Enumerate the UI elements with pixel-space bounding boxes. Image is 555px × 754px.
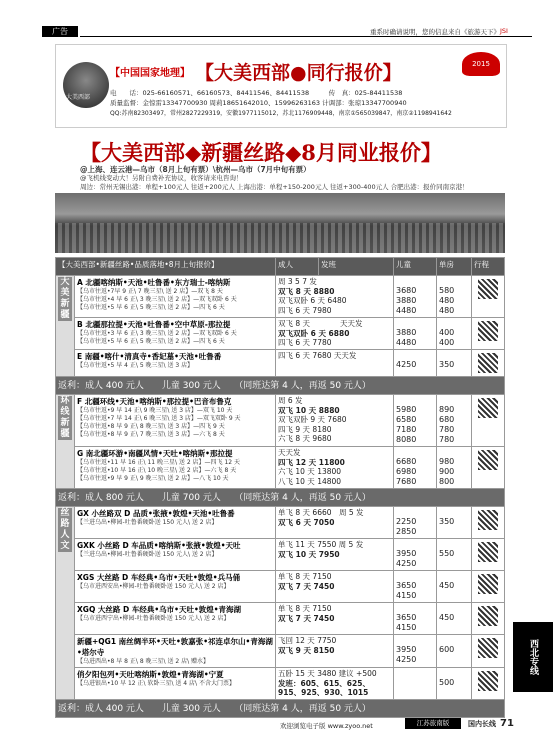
route-name: XGS 大丝路 D 车经典•乌市•天吐•敦煌•兵马俑 — [77, 573, 241, 582]
child-price: 4250 — [396, 559, 417, 568]
child-price: 4480 — [396, 306, 417, 315]
lavender-field-photo — [55, 193, 505, 253]
price-line: 四飞 6 天 7980 — [278, 305, 332, 315]
price-line: 单飞 11 天 7550 周 5 发 — [278, 540, 364, 549]
child-price: 3650 — [396, 613, 417, 622]
child-price: 2250 — [396, 517, 417, 526]
route-detail: 【乌市往返•4 早 6 正\ 3 晚三星\ 送 2 店】—双飞双卧 6 天 — [77, 296, 237, 303]
price-line: 双飞 10 天 7950 — [278, 549, 340, 559]
single-room-price: 450 — [439, 613, 455, 622]
qr-code-icon[interactable] — [478, 353, 498, 373]
single-room-price: 350 — [439, 517, 455, 526]
year-badge: 2015 — [462, 52, 500, 76]
price-cell — [276, 571, 394, 603]
itinerary-cell — [472, 395, 505, 447]
rebate-row — [56, 699, 505, 717]
footer-web: 欢迎浏览电子版 www.zyoo.net — [280, 722, 373, 730]
itinerary-cell — [472, 603, 505, 635]
route-name: E 南疆•喀什•清真寺•香妃墓•天池•吐鲁番 — [77, 352, 222, 361]
price-line: 飞回 12 天 7750 — [278, 636, 337, 645]
table-body — [56, 276, 505, 718]
qr-code-icon[interactable] — [478, 638, 498, 658]
table-row — [56, 571, 505, 603]
route-detail: 【乌市往返•5 早 6 正\ 5 晚三星\ 送 2 店】—四飞 6 天 — [77, 338, 225, 345]
route-name: GXK 小丝路 D 车品质•喀纳斯•张掖•敦煌•天吐 — [77, 541, 241, 550]
route-cell — [75, 603, 276, 635]
child-price: 4250 — [396, 360, 417, 369]
child-price: 4250 — [396, 655, 417, 664]
header-departure: 发班 — [319, 258, 394, 276]
single-room-price: 550 — [439, 549, 455, 558]
single-room-price: 350 — [439, 360, 455, 369]
child-price-cell — [394, 395, 437, 447]
price-cell — [276, 539, 394, 571]
route-cell — [75, 571, 276, 603]
child-price: 7180 — [396, 425, 417, 434]
itinerary-cell — [472, 668, 505, 700]
route-detail: 【乌市往返•3 早 6 正\ 3 晚三星\ 送 2 店】—双飞双卧 6 天 — [77, 330, 237, 337]
price-cell — [276, 603, 394, 635]
route-name: G 南北疆环游•南疆风情•天吐•喀纳斯•那拉提 — [77, 449, 233, 458]
route-detail: 【乌市往返•7早 9 正\ 7 晚三星\ 送 2 店】—双飞 8 天 — [77, 288, 223, 295]
qr-code-icon[interactable] — [478, 574, 498, 594]
price-cell — [276, 635, 394, 668]
single-room-cell — [437, 447, 472, 489]
qr-code-icon[interactable] — [478, 450, 498, 470]
price-cell — [276, 318, 394, 350]
route-cell — [75, 507, 276, 539]
contact-line-3: QQ:苏南82303497，常州2827229319，安徽1977115012，苏北1176909448，南京①565039847，南京②1198941642 — [110, 110, 452, 117]
child-price-cell — [394, 276, 437, 318]
company-logo — [63, 62, 109, 108]
route-detail: 【乌市往返•5 早 4 正\ 5 晚三星\ 送 3 店】 — [77, 362, 194, 369]
itinerary-cell — [472, 571, 505, 603]
child-price: 6980 — [396, 467, 417, 476]
rebate-text: 返利：成人 400 元人 儿童 300 元人 （同班达第 4 人，再返 50 元人） — [56, 699, 505, 717]
table-row — [56, 395, 505, 447]
table-row — [56, 507, 505, 539]
child-price: 6580 — [396, 415, 417, 424]
route-name: B 北疆那拉提•天池•吐鲁番•空中草原-那拉提 — [77, 320, 231, 329]
price-cell — [276, 447, 394, 489]
route-detail: 【乌市往返•11 早 16 正\ 11 晚三星\ 送 2 店】—四飞 12 天 — [77, 459, 241, 466]
banner-title: 【大美西部◆新疆丝路◆8月同业报价】 — [80, 140, 442, 165]
single-room-price: 500 — [439, 678, 455, 687]
single-room-price: 480 — [439, 296, 455, 305]
single-room-cell — [437, 276, 472, 318]
child-price: 8080 — [396, 435, 417, 444]
price-line: 四飞 9 天 8180 — [278, 424, 332, 434]
price-line: 双飞 10 天 8880 — [278, 405, 340, 415]
child-price-cell — [394, 539, 437, 571]
qr-code-icon[interactable] — [478, 671, 498, 691]
route-detail: 【乌市进西宁出•柳园-吐鲁番硬卧送 150 元人\ 送 2 店】 — [77, 615, 230, 622]
rebate-text: 返利：成人 400 元人 儿童 300 元人 （同班达第 4 人，再返 50 元人） — [56, 377, 505, 395]
qr-code-icon[interactable] — [478, 279, 498, 299]
route-cell — [75, 350, 276, 377]
route-cell — [75, 318, 276, 350]
banner-note-2: 周边：常州无锡出港：单程+100元人 往返+200元人 上海出港：单程+150-200元人 往返+300-400元人 合肥出港：报价同南京港！ — [80, 183, 469, 191]
single-room-price: 900 — [439, 467, 455, 476]
footer-edition: 江苏旅南版 — [405, 718, 461, 729]
single-room-price: 780 — [439, 435, 455, 444]
table-row — [56, 350, 505, 377]
qr-code-icon[interactable] — [478, 542, 498, 562]
qr-code-icon[interactable] — [478, 606, 498, 626]
price-line: 双飞双卧 6 天 6880 — [278, 328, 350, 338]
route-cell — [75, 635, 276, 668]
route-name: XGQ 大丝路 D 车经典•乌市•天吐•敦煌•青海湖 — [77, 605, 242, 614]
page-number: 71 — [500, 718, 514, 729]
table-row — [56, 318, 505, 350]
single-room-price: 800 — [439, 477, 455, 486]
table-row — [56, 276, 505, 318]
banner-route: @上海、连云港—乌市（8月上旬有票）\杭州—乌市（7月中旬有票） — [80, 165, 311, 174]
child-price: 3880 — [396, 328, 417, 337]
price-cell — [276, 350, 394, 377]
single-room-price: 580 — [439, 286, 455, 295]
single-room-price: 780 — [439, 425, 455, 434]
price-line: 双飞 9 天 8150 — [278, 645, 335, 655]
child-price: 2850 — [396, 527, 417, 536]
route-detail: 【乌市往返•7 早 14 正\ 6 晚三星\ 送 3 店】—双飞双卧 9 天 — [77, 415, 241, 422]
table-header-row — [56, 258, 505, 276]
child-price-cell — [394, 318, 437, 350]
single-room-price: 480 — [439, 306, 455, 315]
route-detail: 【乌市往返•8 早 9 正\ 7 晚三星\ 送 3 店】—六飞 8 天 — [77, 431, 225, 438]
itinerary-cell — [472, 539, 505, 571]
price-cell — [276, 507, 394, 539]
price-line: 六飞 10 天 13800 — [278, 467, 342, 476]
price-line: 八飞 10 天 14800 — [278, 476, 342, 486]
header-adult: 成人 — [276, 258, 319, 276]
section-tab: 西北专线 — [513, 622, 553, 692]
child-price: 6680 — [396, 457, 417, 466]
child-price-cell — [394, 571, 437, 603]
price-line: 四飞 6 天 7780 — [278, 338, 332, 347]
price-cell — [276, 395, 394, 447]
table-row — [56, 539, 505, 571]
itinerary-cell — [472, 350, 505, 377]
child-price: 5980 — [396, 405, 417, 414]
route-detail: 【乌市往返•9 早 14 正\ 9 晚三星\ 送 3 店】—双飞 10 天 — [77, 407, 233, 414]
single-room-cell — [437, 668, 472, 700]
route-detail: 【兰进乌出•柳园-吐鲁番硬卧送 150 元人\ 送 2 店】 — [77, 551, 218, 558]
route-name: GX 小丝路双 D 品质•张掖•敦煌•天池•吐鲁番 — [77, 509, 235, 518]
price-line: 双飞 7 天 7450 — [278, 613, 335, 623]
brand-label: 【中国国家地理】 — [110, 68, 190, 79]
header-child: 儿童 — [394, 258, 437, 276]
itinerary-cell — [472, 318, 505, 350]
publisher-logo: JSI — [500, 27, 508, 35]
route-detail: 【乌市往返•9 早 9 正\ 9 晚三星\ 送 2 店】—八飞 10 天 — [77, 475, 229, 482]
company-logo-text: 大美西部 — [66, 94, 91, 101]
child-price: 3880 — [396, 296, 417, 305]
price-line: 发班：605、615、625、915、925、930、1015 — [278, 678, 370, 697]
single-room-price: 680 — [439, 415, 455, 424]
price-line: 四飞 12 天 11800 — [278, 457, 345, 467]
route-name: F 北疆环线•天池•喀纳斯•那拉提•巴音布鲁克 — [77, 397, 232, 406]
ad-tag: 广告 — [42, 26, 78, 37]
route-cell — [75, 276, 276, 318]
price-line: 五卧 15 天 3480 建议 +500 — [278, 669, 377, 678]
price-cell — [276, 668, 394, 700]
section-side-label: 大美新疆 — [56, 276, 75, 377]
single-room-cell — [437, 318, 472, 350]
qr-code-icon[interactable] — [478, 321, 498, 341]
route-cell — [75, 539, 276, 571]
itinerary-cell — [472, 507, 505, 539]
price-cell — [276, 276, 394, 318]
price-line: 双飞 7 天 7450 — [278, 581, 335, 591]
child-price-cell — [394, 507, 437, 539]
child-price: 4150 — [396, 591, 417, 600]
header-product: 【大美西部•新疆丝路•品质落地•8月上旬报价】 — [56, 258, 276, 276]
top-note: 重系时确请说明，您的信息来自《旅游天下》 — [370, 28, 500, 36]
price-line: 周 3 5 7 发 — [278, 277, 317, 286]
child-price: 7680 — [396, 477, 417, 486]
header-itinerary: 行程 — [472, 258, 505, 276]
single-room-cell — [437, 571, 472, 603]
single-room-price: 400 — [439, 338, 455, 347]
qr-code-icon[interactable] — [478, 398, 498, 418]
child-price: 3950 — [396, 549, 417, 558]
route-detail: 【乌市进西安出•柳园-吐鲁番硬卧送 150 元人\ 送 2 店】 — [77, 583, 230, 590]
price-line: 双飞 8 天 8880 — [278, 286, 335, 296]
contact-line-2: 质量监督：金惊雷13347700930 周莉18651642010、15996263163 计调部：张琼13347700940 — [110, 99, 407, 107]
child-price: 3680 — [396, 286, 417, 295]
price-line: 单飞 8 天 7150 — [278, 572, 332, 581]
route-name: 新疆+QG1 南丝绸半环•天吐•敦嘉张•祁连卓尔山•青海湖•塔尔寺 — [77, 637, 273, 657]
footer-section: 国内长线 — [468, 720, 496, 728]
top-divider — [80, 36, 532, 37]
single-room-cell — [437, 603, 472, 635]
price-line: 六飞 8 天 9680 — [278, 434, 332, 443]
route-detail: 【乌市往返•10 早 16 正\ 10 晚三星\ 送 2 店】—六飞 8 天 — [77, 467, 237, 474]
child-price: 4480 — [396, 338, 417, 347]
route-name: A 北疆喀纳斯•天池•吐鲁番•东方瑞士-喀纳斯 — [77, 278, 231, 287]
banner-note-1: @飞机线变动大！另附自费补充协议，收客请来电咨询！ — [80, 174, 243, 182]
single-room-cell — [437, 350, 472, 377]
child-price-cell — [394, 603, 437, 635]
itinerary-cell — [472, 276, 505, 318]
single-room-price: 890 — [439, 405, 455, 414]
route-cell — [75, 395, 276, 447]
price-line: 天天发 — [278, 448, 301, 457]
rebate-row — [56, 377, 505, 395]
price-line: 单飞 8 天 7150 — [278, 604, 332, 613]
single-room-price: 400 — [439, 328, 455, 337]
section-side-label: 环线新疆 — [56, 395, 75, 489]
route-detail: 【乌进西出•8 早 8 正\ 8 晚三星\ 送 2 店\ 赠水】 — [77, 658, 210, 665]
table-row — [56, 447, 505, 489]
itinerary-cell — [472, 447, 505, 489]
section-side-label: 丝路人文 — [56, 507, 75, 700]
single-room-cell — [437, 395, 472, 447]
price-table — [55, 257, 505, 718]
child-price-cell — [394, 668, 437, 700]
price-line: 双飞双卧 9 天 7680 — [278, 415, 347, 424]
child-price: 3950 — [396, 645, 417, 654]
single-room-price: 600 — [439, 645, 455, 654]
price-line: 四飞 6 天 7680 天天发 — [278, 351, 357, 360]
child-price-cell — [394, 635, 437, 668]
rebate-text: 返利：成人 800 元人 儿童 700 元人 （同班达第 4 人，再返 50 元人） — [56, 489, 505, 507]
route-detail: 【兰进乌出•柳园-吐鲁番硬卧送 150 元人\ 送 2 店】 — [77, 519, 218, 526]
single-room-cell — [437, 507, 472, 539]
single-room-price: 980 — [439, 457, 455, 466]
rebate-row — [56, 489, 505, 507]
child-price-cell — [394, 447, 437, 489]
price-line: 双飞 8 天 天天发 — [278, 319, 363, 328]
table-row — [56, 635, 505, 668]
child-price: 3650 — [396, 581, 417, 590]
child-price: 4150 — [396, 623, 417, 632]
qr-code-icon[interactable] — [478, 510, 498, 530]
route-detail: 【乌市往返•5 早 6 正\ 5 晚三星\ 送 2 店】—四飞 6 天 — [77, 304, 225, 311]
single-room-cell — [437, 635, 472, 668]
route-cell — [75, 447, 276, 489]
header-single-room: 单房 — [437, 258, 472, 276]
price-line: 双飞 6 天 7050 — [278, 517, 335, 527]
child-price-cell — [394, 350, 437, 377]
route-detail: 【乌市往返•8 早 9 正\ 8 晚三星\ 送 3 店】—四飞 9 天 — [77, 423, 225, 430]
single-room-price: 450 — [439, 581, 455, 590]
itinerary-cell — [472, 635, 505, 668]
single-room-cell — [437, 539, 472, 571]
price-line: 周 6 发 — [278, 396, 303, 405]
route-detail: 【乌进银出•10 早 12 正\ 软卧三星\ 送 4 店\ 不含大门票】 — [77, 680, 235, 687]
route-cell — [75, 668, 276, 700]
header-title: 【大美西部●同行报价】 — [195, 62, 402, 84]
table-row — [56, 668, 505, 700]
route-name: 俏夕阳包列•天吐喀纳斯•敦煌•青海湖•宁夏 — [77, 670, 224, 679]
price-line: 单飞 8 天 6660 周 5 发 — [278, 508, 364, 517]
contact-line-1: 电 话：025-66160571、66160573、84411546、84411538 传 真：025-84411538 — [110, 89, 403, 97]
table-row — [56, 603, 505, 635]
price-line: 双飞双卧 6 天 6480 — [278, 296, 347, 305]
